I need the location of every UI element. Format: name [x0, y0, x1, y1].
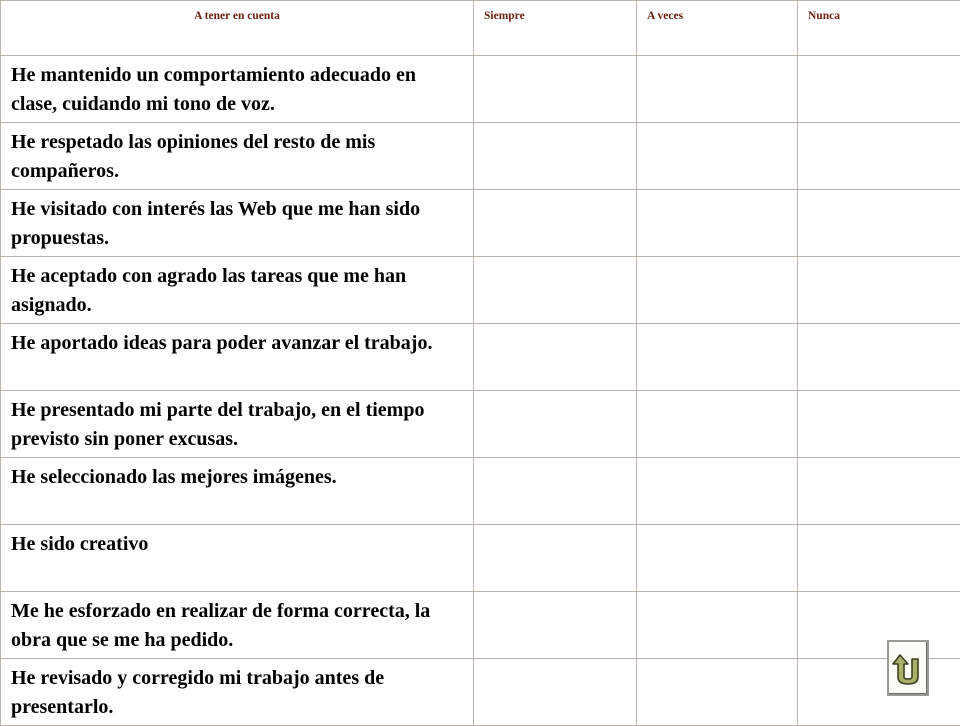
answer-cell-sometimes[interactable] [637, 458, 798, 525]
criterion-cell: Me he esforzado en realizar de forma correcta, la obra que se me ha pedido. [1, 592, 474, 659]
table-row [1, 592, 960, 659]
answer-cell-always[interactable] [474, 458, 637, 525]
answer-cell-sometimes[interactable] [637, 190, 798, 257]
answer-cell-always[interactable] [474, 190, 637, 257]
header-always: Siempre [474, 1, 637, 56]
table-row [1, 458, 960, 525]
answer-cell-sometimes[interactable] [637, 592, 798, 659]
return-button[interactable] [887, 640, 929, 696]
answer-cell-never[interactable] [798, 592, 960, 659]
table-row [1, 56, 960, 123]
u-turn-return-icon [892, 649, 924, 687]
table-row [1, 525, 960, 592]
answer-cell-never[interactable] [798, 56, 960, 123]
criterion-cell: He presentado mi parte del trabajo, en el tiempo previsto sin poner excusas. [1, 391, 474, 458]
answer-cell-never[interactable] [798, 458, 960, 525]
answer-cell-sometimes[interactable] [637, 56, 798, 123]
header-criteria: A tener en cuenta [1, 1, 474, 56]
answer-cell-always[interactable] [474, 324, 637, 391]
criterion-cell: He seleccionado las mejores imágenes. [1, 458, 474, 525]
answer-cell-never[interactable] [798, 525, 960, 592]
answer-cell-always[interactable] [474, 257, 637, 324]
table-row [1, 123, 960, 190]
answer-cell-always[interactable] [474, 123, 637, 190]
answer-cell-always[interactable] [474, 525, 637, 592]
answer-cell-never[interactable] [798, 324, 960, 391]
answer-cell-sometimes[interactable] [637, 123, 798, 190]
answer-cell-sometimes[interactable] [637, 391, 798, 458]
table-row [1, 324, 960, 391]
answer-cell-always[interactable] [474, 592, 637, 659]
answer-cell-sometimes[interactable] [637, 257, 798, 324]
criterion-cell: He aceptado con agrado las tareas que me han asignado. [1, 257, 474, 324]
answer-cell-sometimes[interactable] [637, 525, 798, 592]
criterion-cell: He aportado ideas para poder avanzar el trabajo. [1, 324, 474, 391]
criterion-cell: He mantenido un comportamiento adecuado en clase, cuidando mi tono de voz. [1, 56, 474, 123]
answer-cell-always[interactable] [474, 56, 637, 123]
table-row [1, 659, 960, 726]
answer-cell-always[interactable] [474, 659, 637, 726]
answer-cell-sometimes[interactable] [637, 324, 798, 391]
answer-cell-never[interactable] [798, 257, 960, 324]
table-row [1, 257, 960, 324]
criterion-cell: He visitado con interés las Web que me han sido propuestas. [1, 190, 474, 257]
answer-cell-never[interactable] [798, 391, 960, 458]
answer-cell-never[interactable] [798, 123, 960, 190]
criterion-cell: He respetado las opiniones del resto de mis compañeros. [1, 123, 474, 190]
criterion-cell: He revisado y corregido mi trabajo antes de presentarlo. [1, 659, 474, 726]
answer-cell-sometimes[interactable] [637, 659, 798, 726]
answer-cell-always[interactable] [474, 391, 637, 458]
table-row [1, 190, 960, 257]
header-row [1, 1, 960, 56]
answer-cell-never[interactable] [798, 190, 960, 257]
table-row [1, 391, 960, 458]
header-never: Nunca [798, 1, 960, 56]
criterion-cell: He sido creativo [1, 525, 474, 592]
answer-cell-never[interactable] [798, 659, 960, 726]
header-sometimes: A veces [637, 1, 798, 56]
